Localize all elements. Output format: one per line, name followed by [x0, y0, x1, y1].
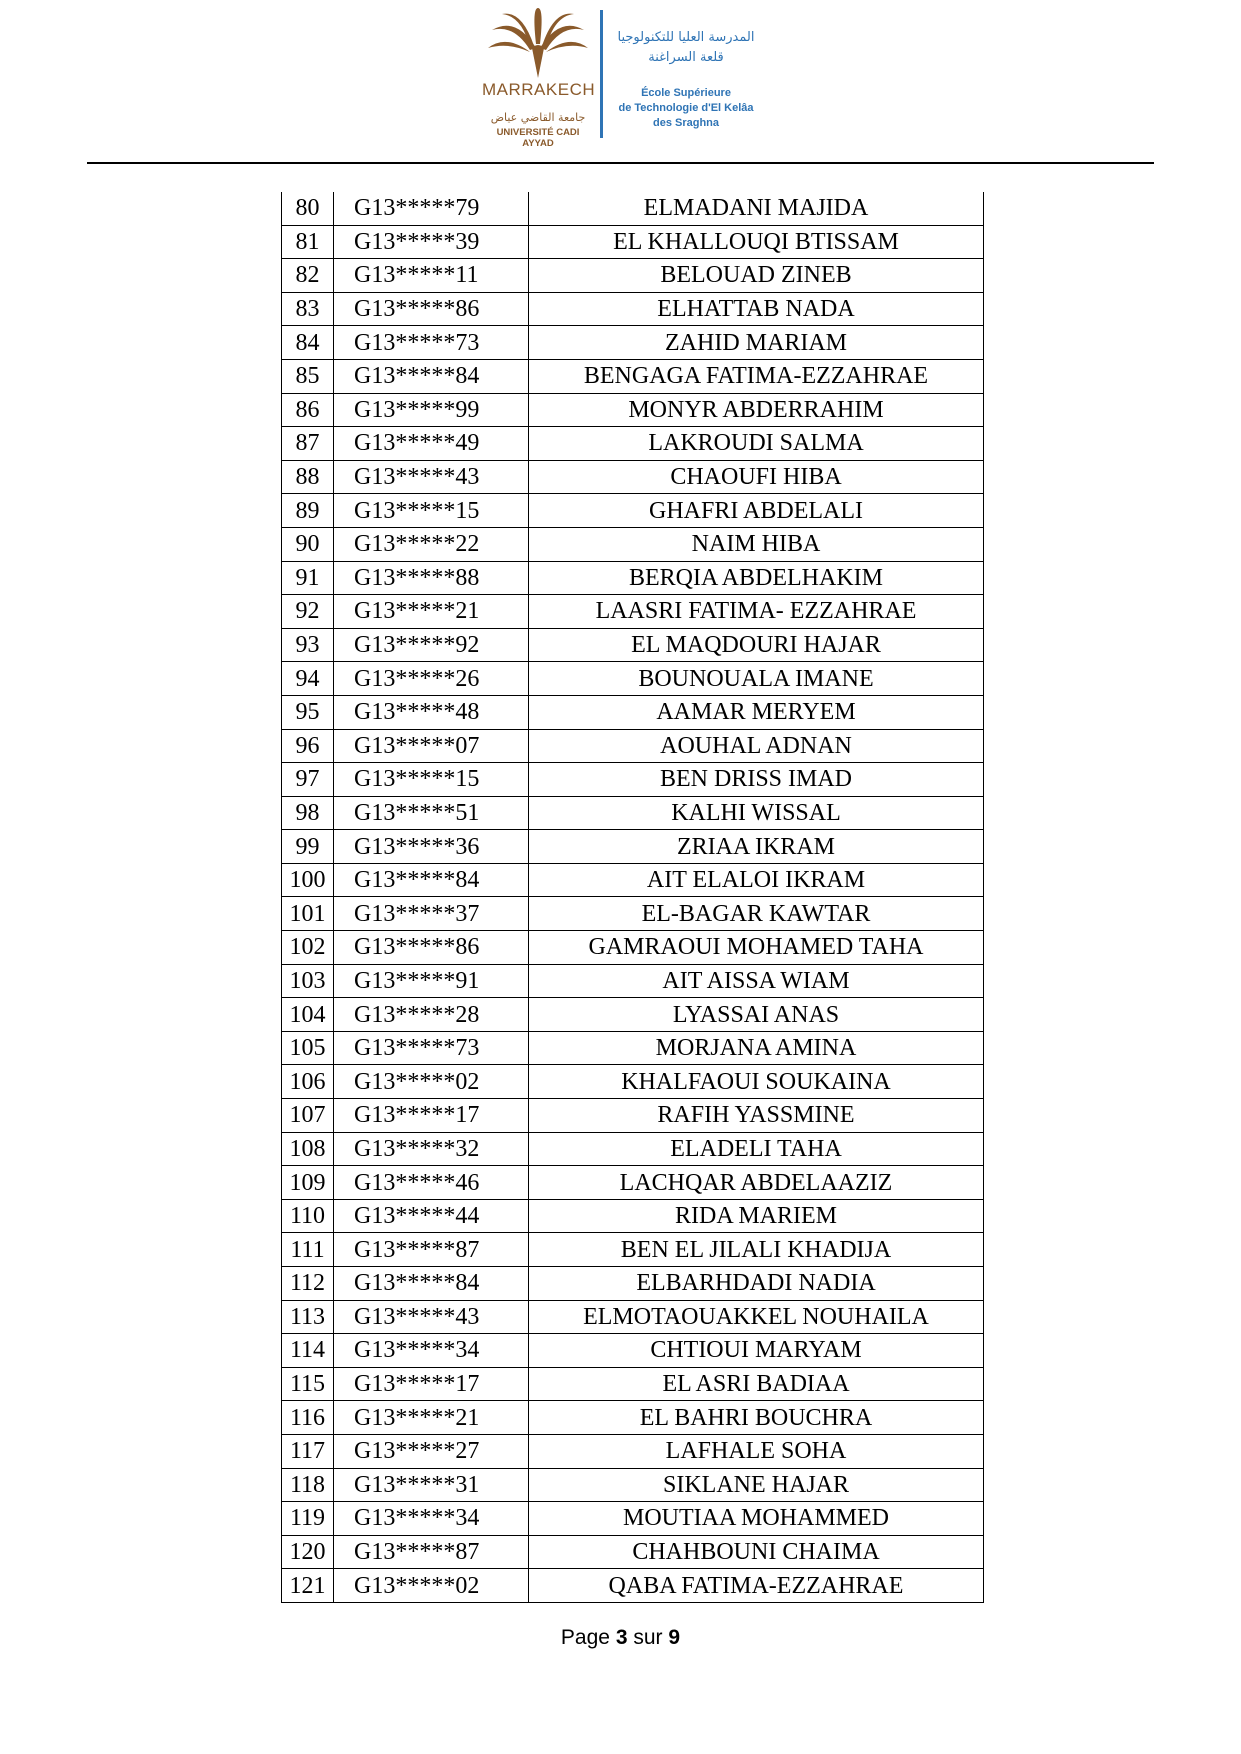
table-row — [282, 1334, 984, 1368]
row-code: G13*****34 — [334, 1334, 529, 1368]
row-number: 97 — [282, 763, 334, 797]
row-name: LAASRI FATIMA- EZZAHRAE — [529, 595, 984, 629]
row-number: 118 — [282, 1468, 334, 1502]
row-number: 120 — [282, 1535, 334, 1569]
table-row — [282, 192, 984, 225]
school-name-french-line3: des Sraghna — [652, 117, 720, 129]
table-row — [282, 494, 984, 528]
row-number: 89 — [282, 494, 334, 528]
row-code: G13*****84 — [334, 863, 529, 897]
table-row — [282, 964, 984, 998]
row-number: 99 — [282, 830, 334, 864]
table-row — [282, 830, 984, 864]
row-name: LAKROUDI SALMA — [529, 427, 984, 461]
table-row — [282, 931, 984, 965]
footer-sur-word: sur — [633, 1626, 663, 1649]
row-name: LYASSAI ANAS — [529, 998, 984, 1032]
row-number: 103 — [282, 964, 334, 998]
row-code: G13*****87 — [334, 1535, 529, 1569]
row-name: BEN EL JILALI KHADIJA — [529, 1233, 984, 1267]
table-row — [282, 1132, 984, 1166]
header-rule — [87, 162, 1154, 164]
row-code: G13*****84 — [334, 1267, 529, 1301]
row-number: 101 — [282, 897, 334, 931]
row-name: AOUHAL ADNAN — [529, 729, 984, 763]
row-code: G13*****43 — [334, 1300, 529, 1334]
logo-divider — [600, 10, 603, 138]
row-number: 119 — [282, 1502, 334, 1536]
row-name: ELADELI TAHA — [529, 1132, 984, 1166]
table-row — [282, 561, 984, 595]
row-code: G13*****21 — [334, 595, 529, 629]
row-name: ELMADANI MAJIDA — [529, 192, 984, 225]
row-code: G13*****48 — [334, 695, 529, 729]
row-name: NAIM HIBA — [529, 527, 984, 561]
table-row — [282, 359, 984, 393]
student-table-body — [282, 192, 984, 1602]
row-name: BERQIA ABDELHAKIM — [529, 561, 984, 595]
row-code: G13*****49 — [334, 427, 529, 461]
row-name: CHTIOUI MARYAM — [529, 1334, 984, 1368]
row-name: BEN DRISS IMAD — [529, 763, 984, 797]
logo-marrakech-text: MARRAKECH — [482, 80, 596, 99]
row-number: 115 — [282, 1367, 334, 1401]
row-name: ELBARHDADI NADIA — [529, 1267, 984, 1301]
row-code: G13*****84 — [334, 359, 529, 393]
row-number: 82 — [282, 259, 334, 293]
row-code: G13*****73 — [334, 326, 529, 360]
school-name-french-line2: de Technologie d'El Kelâa — [618, 102, 754, 114]
row-code: G13*****99 — [334, 393, 529, 427]
university-name-french: UNIVERSITÉ CADI AYYAD — [496, 127, 580, 149]
row-name: QABA FATIMA-EZZAHRAE — [529, 1569, 984, 1603]
row-name: RAFIH YASSMINE — [529, 1099, 984, 1133]
table-row — [282, 225, 984, 259]
table-row — [282, 1569, 984, 1603]
table-row — [282, 1535, 984, 1569]
table-row — [282, 1300, 984, 1334]
palm-logo-icon — [486, 8, 590, 80]
row-number: 104 — [282, 998, 334, 1032]
row-name: ZRIAA IKRAM — [529, 830, 984, 864]
row-name: KALHI WISSAL — [529, 796, 984, 830]
row-number: 117 — [282, 1434, 334, 1468]
row-number: 102 — [282, 931, 334, 965]
row-name: KHALFAOUI SOUKAINA — [529, 1065, 984, 1099]
row-number: 112 — [282, 1267, 334, 1301]
row-name: EL BAHRI BOUCHRA — [529, 1401, 984, 1435]
table-row — [282, 863, 984, 897]
row-name: EL MAQDOURI HAJAR — [529, 628, 984, 662]
row-name: MONYR ABDERRAHIM — [529, 393, 984, 427]
table-row — [282, 393, 984, 427]
table-row — [282, 1367, 984, 1401]
row-code: G13*****02 — [334, 1569, 529, 1603]
footer-total-pages: 9 — [668, 1626, 681, 1649]
row-code: G13*****92 — [334, 628, 529, 662]
row-code: G13*****17 — [334, 1367, 529, 1401]
table-row — [282, 1199, 984, 1233]
row-number: 87 — [282, 427, 334, 461]
row-code: G13*****43 — [334, 460, 529, 494]
table-row — [282, 695, 984, 729]
row-name: AIT AISSA WIAM — [529, 964, 984, 998]
row-name: SIKLANE HAJAR — [529, 1468, 984, 1502]
row-name: ELHATTAB NADA — [529, 292, 984, 326]
row-code: G13*****26 — [334, 662, 529, 696]
row-code: G13*****27 — [334, 1434, 529, 1468]
footer-page-word: Page — [560, 1626, 610, 1649]
table-row — [282, 1502, 984, 1536]
table-row — [282, 1434, 984, 1468]
row-name: CHAHBOUNI CHAIMA — [529, 1535, 984, 1569]
row-code: G13*****17 — [334, 1099, 529, 1133]
table-row — [282, 1166, 984, 1200]
row-number: 92 — [282, 595, 334, 629]
row-code: G13*****37 — [334, 897, 529, 931]
row-code: G13*****07 — [334, 729, 529, 763]
row-number: 106 — [282, 1065, 334, 1099]
row-number: 111 — [282, 1233, 334, 1267]
row-number: 88 — [282, 460, 334, 494]
school-name-french-line1: École Supérieure — [641, 87, 731, 99]
table-row — [282, 1065, 984, 1099]
row-code: G13*****34 — [334, 1502, 529, 1536]
table-row — [282, 628, 984, 662]
row-number: 107 — [282, 1099, 334, 1133]
row-code: G13*****73 — [334, 1031, 529, 1065]
table-row — [282, 796, 984, 830]
row-number: 114 — [282, 1334, 334, 1368]
table-row — [282, 292, 984, 326]
row-name: ELMOTAOUAKKEL NOUHAILA — [529, 1300, 984, 1334]
row-name: RIDA MARIEM — [529, 1199, 984, 1233]
row-code: G13*****39 — [334, 225, 529, 259]
row-code: G13*****51 — [334, 796, 529, 830]
row-number: 96 — [282, 729, 334, 763]
row-name: BENGAGA FATIMA-EZZAHRAE — [529, 359, 984, 393]
row-code: G13*****87 — [334, 1233, 529, 1267]
row-number: 86 — [282, 393, 334, 427]
row-name: MOUTIAA MOHAMMED — [529, 1502, 984, 1536]
table-row — [282, 326, 984, 360]
row-number: 116 — [282, 1401, 334, 1435]
row-number: 98 — [282, 796, 334, 830]
row-code: G13*****21 — [334, 1401, 529, 1435]
table-row — [282, 527, 984, 561]
page-footer — [0, 1626, 1241, 1650]
row-number: 90 — [282, 527, 334, 561]
row-number: 100 — [282, 863, 334, 897]
row-number: 83 — [282, 292, 334, 326]
student-table-container — [281, 192, 984, 1603]
row-name: LAFHALE SOHA — [529, 1434, 984, 1468]
row-name: GAMRAOUI MOHAMED TAHA — [529, 931, 984, 965]
row-code: G13*****44 — [334, 1199, 529, 1233]
row-number: 80 — [282, 192, 334, 225]
row-code: G13*****79 — [334, 192, 529, 225]
table-row — [282, 427, 984, 461]
row-code: G13*****31 — [334, 1468, 529, 1502]
document-header — [0, 0, 1241, 165]
school-name-arabic-line1: المدرسة العليا للتكنولوجيا — [617, 30, 755, 45]
table-row — [282, 460, 984, 494]
row-code: G13*****86 — [334, 931, 529, 965]
row-name: BOUNOUALA IMANE — [529, 662, 984, 696]
row-name: AIT ELALOI IKRAM — [529, 863, 984, 897]
row-code: G13*****15 — [334, 763, 529, 797]
table-row — [282, 1031, 984, 1065]
row-name: GHAFRI ABDELALI — [529, 494, 984, 528]
row-code: G13*****02 — [334, 1065, 529, 1099]
table-row — [282, 662, 984, 696]
row-name: MORJANA AMINA — [529, 1031, 984, 1065]
row-number: 84 — [282, 326, 334, 360]
row-name: EL ASRI BADIAA — [529, 1367, 984, 1401]
row-name: BELOUAD ZINEB — [529, 259, 984, 293]
row-number: 95 — [282, 695, 334, 729]
row-number: 93 — [282, 628, 334, 662]
table-row — [282, 1233, 984, 1267]
table-row — [282, 729, 984, 763]
table-row — [282, 1468, 984, 1502]
row-code: G13*****22 — [334, 527, 529, 561]
row-code: G13*****15 — [334, 494, 529, 528]
student-table — [281, 192, 984, 1603]
row-name: ZAHID MARIAM — [529, 326, 984, 360]
table-row — [282, 1267, 984, 1301]
table-row — [282, 595, 984, 629]
table-row — [282, 1401, 984, 1435]
row-code: G13*****91 — [334, 964, 529, 998]
row-number: 110 — [282, 1199, 334, 1233]
row-code: G13*****32 — [334, 1132, 529, 1166]
row-name: CHAOUFI HIBA — [529, 460, 984, 494]
table-row — [282, 897, 984, 931]
university-name-arabic: جامعة القاضي عياض — [490, 111, 586, 124]
row-name: AAMAR MERYEM — [529, 695, 984, 729]
row-name: LACHQAR ABDELAAZIZ — [529, 1166, 984, 1200]
table-row — [282, 998, 984, 1032]
school-name-french — [606, 86, 766, 131]
row-number: 108 — [282, 1132, 334, 1166]
row-number: 81 — [282, 225, 334, 259]
school-name-arabic-line2: قلعة السراغنة — [648, 50, 724, 65]
row-number: 109 — [282, 1166, 334, 1200]
row-code: G13*****86 — [334, 292, 529, 326]
footer-current-page: 3 — [615, 1626, 628, 1649]
row-code: G13*****46 — [334, 1166, 529, 1200]
table-row — [282, 763, 984, 797]
row-name: EL-BAGAR KAWTAR — [529, 897, 984, 931]
row-number: 91 — [282, 561, 334, 595]
row-code: G13*****88 — [334, 561, 529, 595]
row-number: 113 — [282, 1300, 334, 1334]
row-name: EL KHALLOUQI BTISSAM — [529, 225, 984, 259]
row-code: G13*****28 — [334, 998, 529, 1032]
row-code: G13*****11 — [334, 259, 529, 293]
row-number: 105 — [282, 1031, 334, 1065]
row-number: 85 — [282, 359, 334, 393]
row-number: 121 — [282, 1569, 334, 1603]
row-number: 94 — [282, 662, 334, 696]
table-row — [282, 1099, 984, 1133]
table-row — [282, 259, 984, 293]
university-logo — [482, 8, 596, 149]
row-code: G13*****36 — [334, 830, 529, 864]
